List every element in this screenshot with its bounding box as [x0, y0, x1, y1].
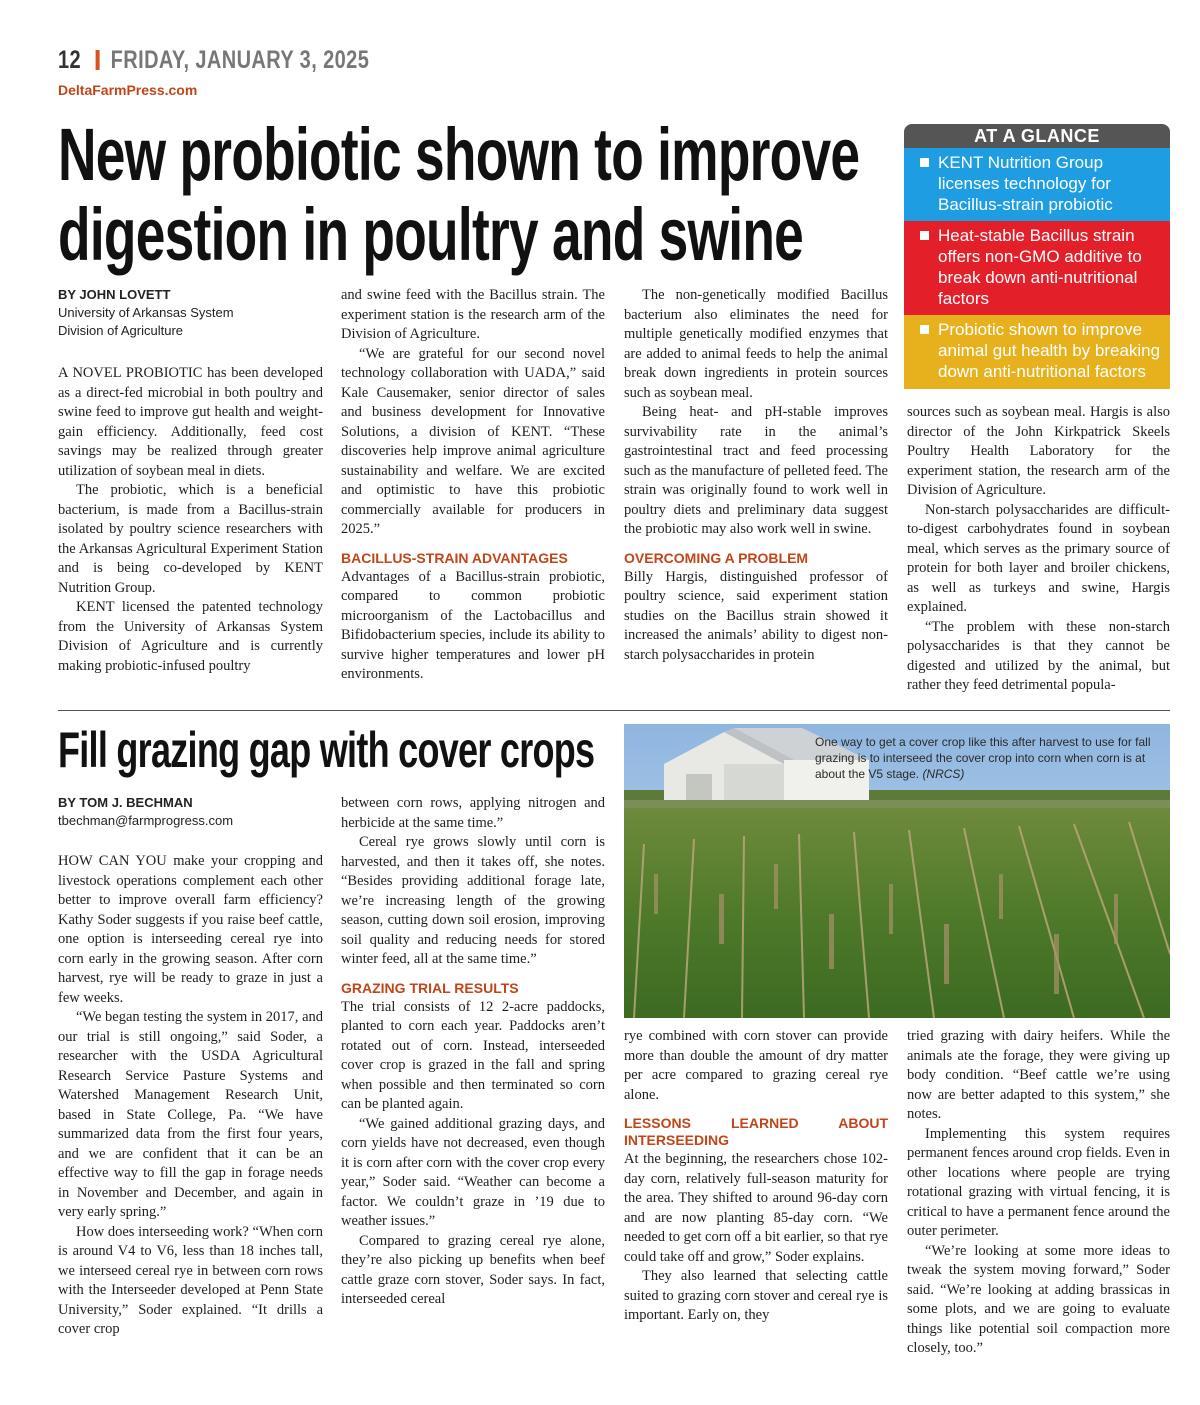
- paragraph: between corn rows, applying nitrogen and herbicide at the same time.”: [341, 795, 605, 831]
- bullet-square-icon: [920, 231, 929, 240]
- article1-headline: [58, 115, 859, 275]
- article2-byline: [58, 794, 328, 830]
- paragraph: and swine feed with the Bacillus strain. The experiment station is the research arm of the Division of Agriculture.: [341, 287, 605, 342]
- article2-column-1: [58, 852, 323, 1340]
- paragraph: At the beginning, the researchers chose 102-day corn, relatively full-season maturity for the area. They shifted to around 96-day corn and are now planting 85-day corn. “We needed to get corn off a bit earlier, so that rye could take off and grow,” Soder explains.: [624, 1151, 888, 1265]
- photo-caption: [815, 734, 1160, 782]
- article2-email[interactable]: tbechman@farmprogress.com: [58, 813, 234, 828]
- caption-text: One way to get a cover crop like this after harvest to use for fall grazing is to interseed the cover crop into corn when corn is at about the V5 stage.: [815, 735, 1151, 781]
- paragraph: How does interseeding work? “When corn is around V4 to V6, less than 18 inches tall, we interseed cereal rye in between corn rows with the Interseeder developed at Penn State University,” Soder explained. “It drills a cover crop: [58, 1223, 323, 1337]
- paragraph: “We gained additional grazing days, and corn yields have not decreased, even though it is corn after corn with the cover crop every year,” Soder said. “Weather can become a factor. We couldn’t graze in ’19 due to weather issues.”: [341, 1115, 605, 1229]
- paragraph: “We began testing the system in 2017, and our trial is still ongoing,” said Soder, a researcher with the USDA Agricultural Research Service Pasture Systems and Watershed Management Research Unit, based in State College, Pa. “We have summarized data from the first four years, and we are confident that it can be an effective way to fill the gap in forage needs in November and December, and again in very early spring.”: [58, 1009, 323, 1220]
- at-a-glance-title: AT A GLANCE: [904, 124, 1170, 148]
- folio-divider: [95, 50, 99, 70]
- glance-item-text: Probiotic shown to improve animal gut health by breaking down anti-nutritional factors: [938, 320, 1161, 381]
- subhead-lessons-learned: LESSONS LEARNED ABOUT INTERSEEDING: [624, 1115, 888, 1148]
- bullet-square-icon: [920, 158, 929, 167]
- article1-column-4: [907, 403, 1170, 696]
- article2-column-2: [341, 794, 605, 1310]
- paragraph: HOW CAN YOU make your cropping and livestock operations complement each other better to improve overall farm efficiency? Kathy Soder suggests if you raise beef cattle, one option is interseeding cereal rye into corn early in the growing season. After corn harvest, rye will be ready to graze in just a few weeks.: [58, 853, 323, 1006]
- article1-byline: [58, 286, 328, 340]
- caption-credit: (NRCS): [922, 767, 965, 781]
- paragraph: “We’re looking at some more ideas to tweak the system moving forward,” Soder said. “We’re looking at adding brassicas in some plots, and we are going to evaluate things like potential soil compaction more closely, too.”: [907, 1242, 1170, 1356]
- site-url[interactable]: DeltaFarmPress.com: [58, 82, 198, 98]
- glance-item-1: [904, 148, 1170, 221]
- subhead-grazing-trial-results: GRAZING TRIAL RESULTS: [341, 979, 519, 996]
- subhead-bacillus-advantages: BACILLUS-STRAIN ADVANTAGES: [341, 549, 568, 566]
- article1-headline-line1: New probiotic shown to improve: [58, 113, 860, 196]
- paragraph: Advantages of a Bacillus-strain probiotic, compared to common probiotic microorganism of the Lactobacillus and Bifidobacterium species, include its ability to survive higher temperatures and lower pH environments.: [341, 568, 605, 682]
- paragraph: tried grazing with dairy heifers. While the animals ate the forage, they were giving up body condition. “Beef cattle we’re using now are better adapted to this system,” she notes.: [907, 1028, 1170, 1122]
- article2-author: BY TOM J. BECHMAN: [58, 795, 193, 810]
- article1-affiliation-1: University of Arkansas System: [58, 305, 234, 320]
- paragraph: Billy Hargis, distinguished professor of poultry science, said experiment station studies on the Bacillus strain showed it increased the animals’ ability to digest non-starch polysaccharides in protein: [624, 568, 888, 663]
- paragraph: Non-starch polysaccharides are difficult-to-digest carbohydrates found in soybean meal, which serves as the primary source of protein for both layer and broiler chickens, as well as turkeys and swine, Hargis explained.: [907, 501, 1170, 615]
- paragraph: A NOVEL PROBIOTIC has been developed as a direct-fed microbial in both poultry and swine feed to improve gut health and weight-gain efficiency. Additionally, feed cost savings may be realized through greater utilization of soybean meal in diets.: [58, 365, 323, 479]
- paragraph: The probiotic, which is a beneficial bacterium, is made from a Bacillus-strain isolated by poultry science researchers with the Arkansas Agricultural Experiment Station and is being co-developed by KENT Nutrition Group.: [58, 482, 323, 596]
- page-number: 12: [58, 46, 82, 74]
- article2-column-4: [907, 1027, 1170, 1359]
- section-divider: [58, 710, 1170, 711]
- article1-affiliation-2: Division of Agriculture: [58, 323, 183, 338]
- paragraph: Being heat- and pH-stable improves survivability rate in the animal’s gastrointestinal tract and feed processing such as the manufacture of pelleted feed. The strain was originally found to work well in poultry diets and preliminary data suggest the probiotic may also work well in swine.: [624, 404, 888, 537]
- glance-item-text: KENT Nutrition Group licenses technology for Bacillus-strain probiotic: [938, 153, 1113, 214]
- at-a-glance-box: [904, 124, 1170, 389]
- article1-column-1: [58, 364, 323, 676]
- paragraph: They also learned that selecting cattle suited to grazing corn stover and cereal rye is important. Early on, they: [624, 1268, 888, 1323]
- glance-item-2: [904, 221, 1170, 315]
- glance-item-3: [904, 315, 1170, 389]
- paragraph: rye combined with corn stover can provide more than double the amount of dry matter per acre compared to grazing cereal rye alone.: [624, 1028, 888, 1103]
- paragraph: The trial consists of 12 2-acre paddocks, planted to corn each year. Paddocks aren’t rotated out of corn. Instead, interseeded cover crop is grazed in the fall and spring when possible and then terminated so corn can be planted again.: [341, 998, 605, 1112]
- article2-column-3: [624, 1027, 888, 1326]
- article2-headline: Fill grazing gap with cover crops: [58, 722, 595, 778]
- article1-column-3: [624, 286, 888, 665]
- subhead-overcoming-problem: OVERCOMING A PROBLEM: [624, 549, 809, 566]
- paragraph: sources such as soybean meal. Hargis is also director of the John Kirkpatrick Skeels Poultry Health Laboratory for the experiment station, the research arm of the Division of Agriculture.: [907, 404, 1170, 498]
- issue-date: FRIDAY, JANUARY 3, 2025: [110, 46, 370, 74]
- paragraph: Cereal rye grows slowly until corn is harvested, and then it takes off, she notes. “Besides providing additional forage late, we’re increasing length of the growing season, cutting down soil erosion, improving soil quality and reducing needs for stored winter feed, all at the same time.”: [341, 834, 605, 967]
- article1-author: BY JOHN LOVETT: [58, 287, 171, 302]
- page-folio: [58, 46, 369, 75]
- paragraph: Implementing this system requires permanent fences around crop fields. Even in other locations where people are trying rotational grazing with virtual fencing, it is critical to have a permanent fence around the outer perimeter.: [907, 1125, 1170, 1239]
- glance-item-text: Heat-stable Bacillus strain offers non-GMO additive to break down anti-nutritional factors: [938, 226, 1142, 308]
- paragraph: The non-genetically modified Bacillus bacterium also eliminates the need for multiple genetically modified enzymes that are added to animal feeds to help the animal break down ingredients in protein sources such as soybean meal.: [624, 287, 888, 401]
- paragraph: “We are grateful for our second novel technology collaboration with UADA,” said Kale Causemaker, senior director of sales and business development for Innovative Solutions, a division of KENT. “These discoveries help improve animal agriculture sustainability and welfare. We are excited and optimistic to have this probiotic commercially available for producers in 2025.”: [341, 345, 605, 537]
- article1-headline-line2: digestion in poultry and swine: [58, 193, 804, 276]
- bullet-square-icon: [920, 325, 929, 334]
- paragraph: KENT licensed the patented technology from the University of Arkansas System Division of Agriculture and is currently making probiotic-infused poultry: [58, 599, 323, 674]
- paragraph: “The problem with these non-starch polysaccharides is that they cannot be digested and utilized by the animal, but rather they feed detrimental popula-: [907, 618, 1170, 693]
- paragraph: Compared to grazing cereal rye alone, they’re also picking up benefits when beef cattle graze corn stover, Soder says. In fact, interseeded cereal: [341, 1232, 605, 1307]
- article1-column-2: [341, 286, 605, 685]
